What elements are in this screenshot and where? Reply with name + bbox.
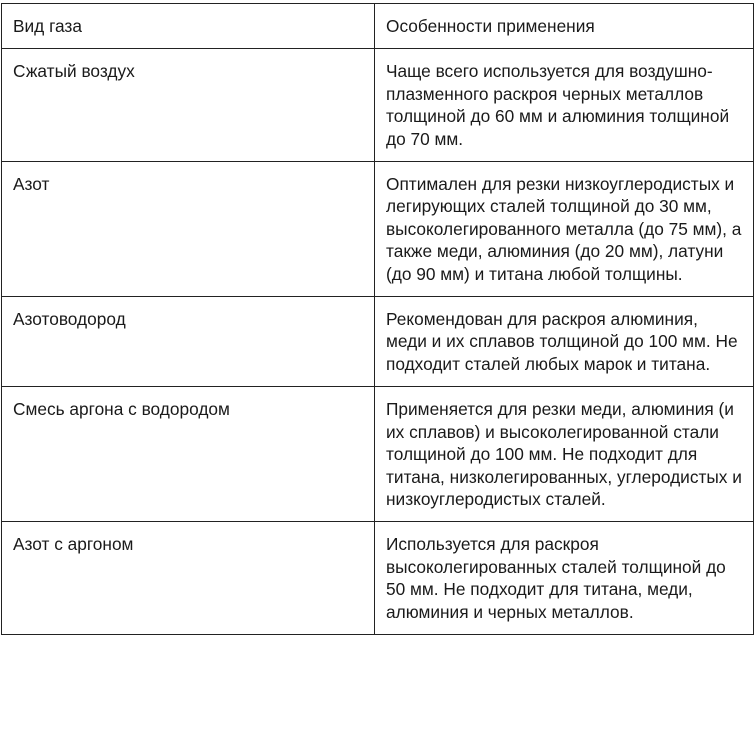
table-row (2, 49, 754, 162)
gas-description: Используется для раскроя высоколегированных сталей толщиной до 50 мм. Не подходит для титана, меди, алюминия и черных металлов. (386, 534, 726, 622)
gas-description: Оптимален для резки низкоуглеродистых и легирующих сталей толщиной до 30 мм, высоколегированного металла (до 75 мм), а также меди, алюминия (до 20 мм), латуни (до 90 мм) и титана любой толщины. (386, 174, 742, 284)
header-usage-label: Особенности применения (386, 16, 595, 36)
gas-cell (2, 49, 375, 162)
gas-table (1, 3, 754, 635)
table-row (2, 387, 754, 522)
gas-table-container (1, 3, 753, 635)
gas-cell (2, 297, 375, 387)
header-cell-gas-type (2, 4, 375, 49)
gas-description: Применяется для резки меди, алюминия (и их сплавов) и высоколегированной стали толщиной до 100 мм. Не подходит для титана, низколегированных, углеродистых и низкоуглеродистых сталей. (386, 399, 742, 509)
gas-cell (2, 522, 375, 635)
table-row (2, 522, 754, 635)
description-cell (375, 162, 754, 297)
gas-name: Сжатый воздух (13, 61, 135, 82)
gas-description: Рекомендован для раскроя алюминия, меди и их сплавов толщиной до 100 мм. Не подходит сталей любых марок и титана. (386, 309, 738, 374)
table-row (2, 297, 754, 387)
description-cell (375, 49, 754, 162)
header-gas-type-label: Вид газа (13, 16, 82, 36)
description-cell (375, 297, 754, 387)
description-cell (375, 522, 754, 635)
gas-name: Азот (13, 174, 50, 195)
gas-name: Азот с аргоном (13, 534, 134, 555)
table-header-row (2, 4, 754, 49)
table-row (2, 162, 754, 297)
header-cell-usage (375, 4, 754, 49)
description-cell (375, 387, 754, 522)
gas-cell (2, 162, 375, 297)
gas-description: Чаще всего используется для воздушно-плазменного раскроя черных металлов толщиной до 60 мм и алюминия толщиной до 70 мм. (386, 61, 730, 149)
gas-name: Азотоводород (13, 309, 126, 330)
gas-cell (2, 387, 375, 522)
gas-name: Смесь аргона с водородом (13, 399, 230, 420)
